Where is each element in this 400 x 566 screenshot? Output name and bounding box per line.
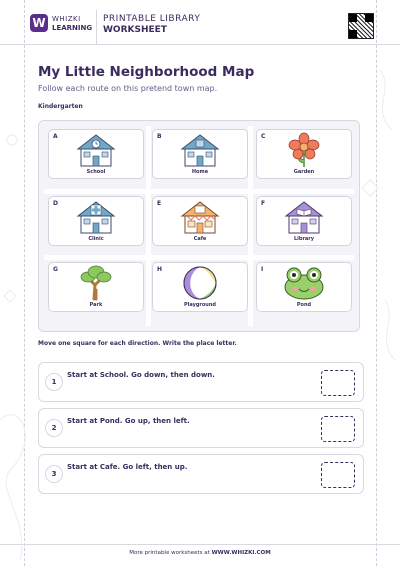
cell-letter: C	[261, 133, 266, 140]
logo-line-1: WHIZKI	[52, 15, 81, 23]
map-cell-g	[48, 262, 144, 312]
cell-name: Park	[89, 302, 103, 308]
neighborhood-map	[38, 120, 360, 332]
worksheet-subtitle: Follow each route on this pretend town map.	[38, 84, 218, 93]
clinic-icon	[75, 199, 117, 235]
footer-link[interactable]: WWW.WHIZKI.COM	[211, 550, 271, 556]
cell-name: Clinic	[88, 236, 104, 242]
header-title-line-1: PRINTABLE LIBRARY	[103, 14, 201, 24]
flower-icon	[283, 132, 325, 168]
answer-box[interactable]	[321, 462, 355, 488]
map-cell-b	[152, 129, 248, 179]
grade-level: Kindergarten	[38, 103, 83, 110]
cell-letter: F	[261, 200, 266, 207]
header-rule	[0, 44, 400, 45]
question-text: Start at School. Go down, then down.	[67, 371, 215, 379]
qr-code-icon[interactable]	[348, 13, 374, 39]
map-cell-h	[152, 262, 248, 312]
library-icon	[283, 199, 325, 235]
logo-text	[52, 15, 92, 33]
cell-letter: B	[157, 133, 162, 140]
cell-letter: I	[261, 266, 264, 273]
cell-name: Garden	[293, 169, 315, 175]
cell-letter: A	[53, 133, 58, 140]
cell-name: Playground	[183, 302, 217, 308]
map-cell-e	[152, 196, 248, 246]
footer-rule	[0, 544, 400, 545]
cell-name: Library	[293, 236, 315, 242]
footer	[0, 550, 400, 556]
question-number: 3	[45, 465, 63, 483]
frog-icon	[283, 265, 325, 301]
header-divider	[96, 10, 97, 44]
cell-name: Pond	[296, 302, 312, 308]
whizki-logo-icon: W	[30, 14, 48, 32]
question-text: Start at Pond. Go up, then left.	[67, 417, 190, 425]
map-cell-d	[48, 196, 144, 246]
map-road	[44, 189, 354, 194]
cell-name: Cafe	[193, 236, 207, 242]
header	[24, 10, 376, 44]
question-3	[38, 454, 364, 494]
map-cell-f	[256, 196, 352, 246]
cafe-icon	[179, 199, 221, 235]
logo-line-2: LEARNING	[52, 24, 93, 32]
worksheet-title: My Little Neighborhood Map	[38, 64, 255, 80]
answer-box[interactable]	[321, 370, 355, 396]
map-road	[146, 126, 151, 326]
footer-text: More printable worksheets at	[129, 550, 210, 556]
map-cell-i	[256, 262, 352, 312]
cell-letter: H	[157, 266, 163, 273]
map-road	[248, 126, 253, 326]
header-title-line-2: WORKSHEET	[103, 25, 167, 35]
school-icon	[75, 132, 117, 168]
question-text: Start at Cafe. Go left, then up.	[67, 463, 188, 471]
header-title	[103, 14, 200, 36]
question-2	[38, 408, 364, 448]
question-1	[38, 362, 364, 402]
cell-letter: D	[53, 200, 58, 207]
map-cell-c	[256, 129, 352, 179]
ball-icon	[179, 265, 221, 301]
cell-name: School	[86, 169, 106, 175]
answer-box[interactable]	[321, 416, 355, 442]
cell-letter: G	[53, 266, 58, 273]
home-icon	[179, 132, 221, 168]
page-frame-right	[376, 0, 377, 566]
map-cell-a	[48, 129, 144, 179]
page-frame-left	[24, 0, 25, 566]
map-road	[44, 255, 354, 260]
cell-letter: E	[157, 200, 162, 207]
cell-name: Home	[191, 169, 209, 175]
question-number: 2	[45, 419, 63, 437]
instruction: Move one square for each direction. Write the place letter.	[38, 340, 237, 347]
tree-icon	[75, 265, 117, 301]
question-number: 1	[45, 373, 63, 391]
